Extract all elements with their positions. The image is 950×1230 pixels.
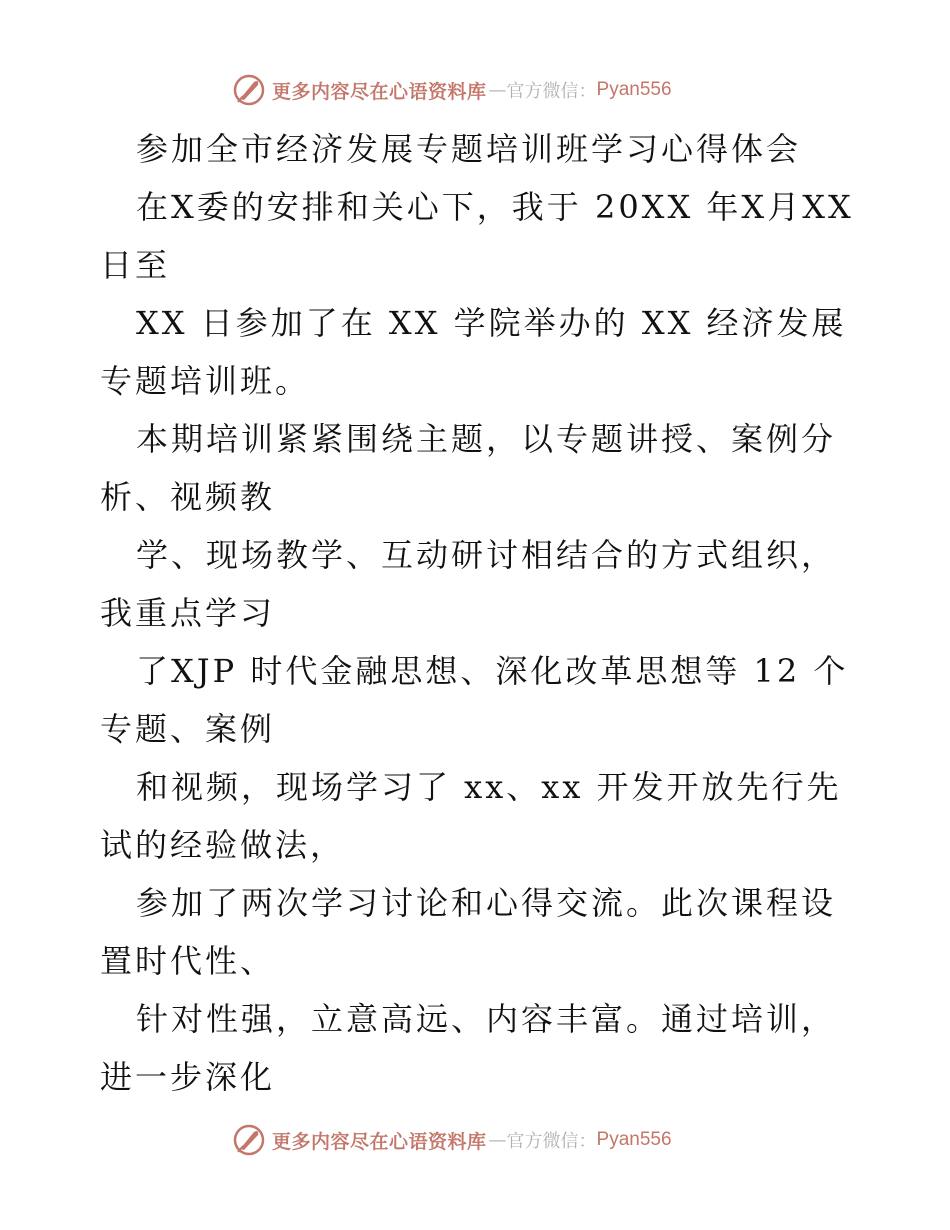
watermark-wechat-id: Pyan556 [596,1129,672,1150]
paragraph: 和视频，现场学习了 xx、xx 开发开放先行先试的经验做法， [100,768,842,864]
feather-pen-logo-icon [232,73,266,107]
document-body [0,120,950,1106]
watermark-separator: — [488,1129,507,1151]
watermark-wechat-id: Pyan556 [596,79,672,100]
footer-watermark [232,1122,672,1158]
watermark-separator: — [488,79,507,101]
watermark-main-text: 更多内容尽在心语资料库 [272,1130,487,1153]
document-title: 参加全市经济发展专题培训班学习心得体会 [136,130,802,168]
paragraph: 针对性强，立意高远、内容丰富。通过培训，进一步深化 [100,1000,837,1096]
watermark-wechat-label: 官方微信： [506,1131,597,1152]
watermark-main-text: 更多内容尽在心语资料库 [272,80,487,103]
paragraph: 参加了两次学习讨论和心得交流。此次课程设置时代性、 [100,884,837,980]
header-watermark [232,72,672,108]
paragraph: 了XJP 时代金融思想、深化改革思想等 12 个专题、案例 [100,652,849,748]
feather-pen-logo-icon [232,1123,266,1157]
paragraph: 在X委的安排和关心下，我于 20XX 年X月XX 日至 [100,188,854,284]
paragraph: 本期培训紧紧围绕主题，以专题讲授、案例分析、视频教 [100,420,837,516]
paragraph: 学、现场教学、互动研讨相结合的方式组织，我重点学习 [100,536,837,632]
paragraph: XX 日参加了在 XX 学院举办的 XX 经济发展专题培训班。 [100,304,847,400]
watermark-wechat-label: 官方微信： [506,81,597,102]
